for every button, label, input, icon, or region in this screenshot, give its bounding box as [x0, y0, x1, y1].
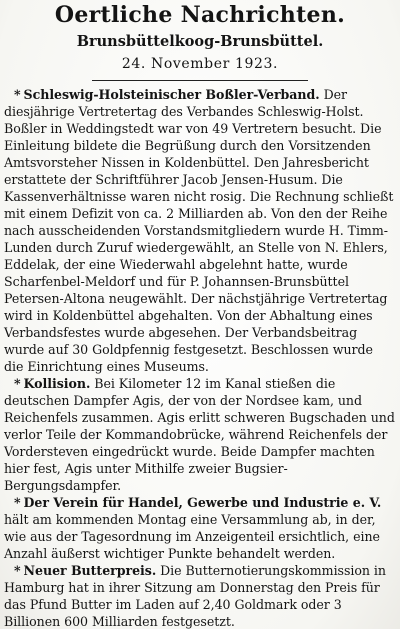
bullet-icon: *	[14, 87, 21, 102]
article-heading: Der Verein für Handel, Gewerbe und Industrie e. V.	[23, 495, 382, 510]
bullet-icon: *	[14, 495, 21, 510]
section-date: 24. November 1923.	[121, 56, 279, 72]
section-place: Brunsbüttelkoog-Brunsbüttel.	[76, 33, 324, 50]
article-heading: Neuer Butterpreis.	[23, 563, 157, 578]
bullet-icon: *	[14, 376, 21, 391]
article-verein	[4, 494, 396, 562]
article-text: hält am kommenden Montag eine Versammlung ab, in der, wie aus der Tagesordnung im Anzeigenteil ersichtlich, eine Anzahl äußerst wichtiger Punkte behandelt werden.	[4, 512, 380, 561]
article-heading: Schleswig-Holsteinischer Boßler-Verband.	[23, 87, 320, 102]
section-title: Oertliche Nachrichten.	[54, 2, 346, 28]
article-text: Die Butternotierungskommission in Hamburg hat in ihrer Sitzung am Donnerstag den Preis für das Pfund Butter im Laden auf 2,40 Goldmark oder 3 Billionen 600 Milliarden festgesetzt.	[4, 563, 386, 629]
article-text: Bei Kilometer 12 im Kanal stießen die deutschen Dampfer Agis, der von der Nordsee kam, und Reichenfels zusammen. Agis erlitt schweren Bugschaden und verlor Teile der Kommandobrücke, während Reichenfels der Vordersteven eingedrückt wurde. Beide Dampfer machten hier fest, Agis unter Mithilfe zweier Bugsier-Bergungsdampfer.	[4, 376, 395, 493]
article-column	[4, 86, 396, 629]
divider	[92, 80, 308, 81]
article-butterpreis	[4, 562, 396, 629]
article-text: Der diesjährige Vertretertag des Verbandes Schleswig-Holst. Boßler in Weddingstedt war von 49 Vertretern besucht. Die Einleitung bildete die Begrüßung durch den Vorsitzenden Amtsvorsteher Nissen in Koldenbüttel. Den Jahresbericht erstattete der Schriftführer Jacob Jensen-Husum. Die Kassenverhältnisse waren nicht rosig. Die Rechnung schließt mit einem Defizit von ca. 2 Milliarden ab. Von den der Reihe nach ausscheidenden Vorstandsmitgliedern wurde H. Timm-Lunden durch Zuruf wiedergewählt, an Stelle von N. Ehlers, Eddelak, der eine Wiederwahl abgelehnt hatte, wurde Scharfenbel-Meldorf und für P. Johannsen-Brunsbüttel Petersen-Altona neugewählt. Der nächstjährige Vertretertag wird in Koldenbüttel abgehalten. Von der Abhaltung eines Verbandsfestes wurde abgesehen. Der Verbandsbeitrag wurde auf 30 Goldpfennig festgesetzt. Beschlossen wurde die Einrichtung eines Museums.	[4, 87, 394, 374]
article-boessler	[4, 86, 396, 375]
article-kollision	[4, 375, 396, 494]
article-heading: Kollision.	[23, 376, 91, 391]
bullet-icon: *	[14, 563, 21, 578]
